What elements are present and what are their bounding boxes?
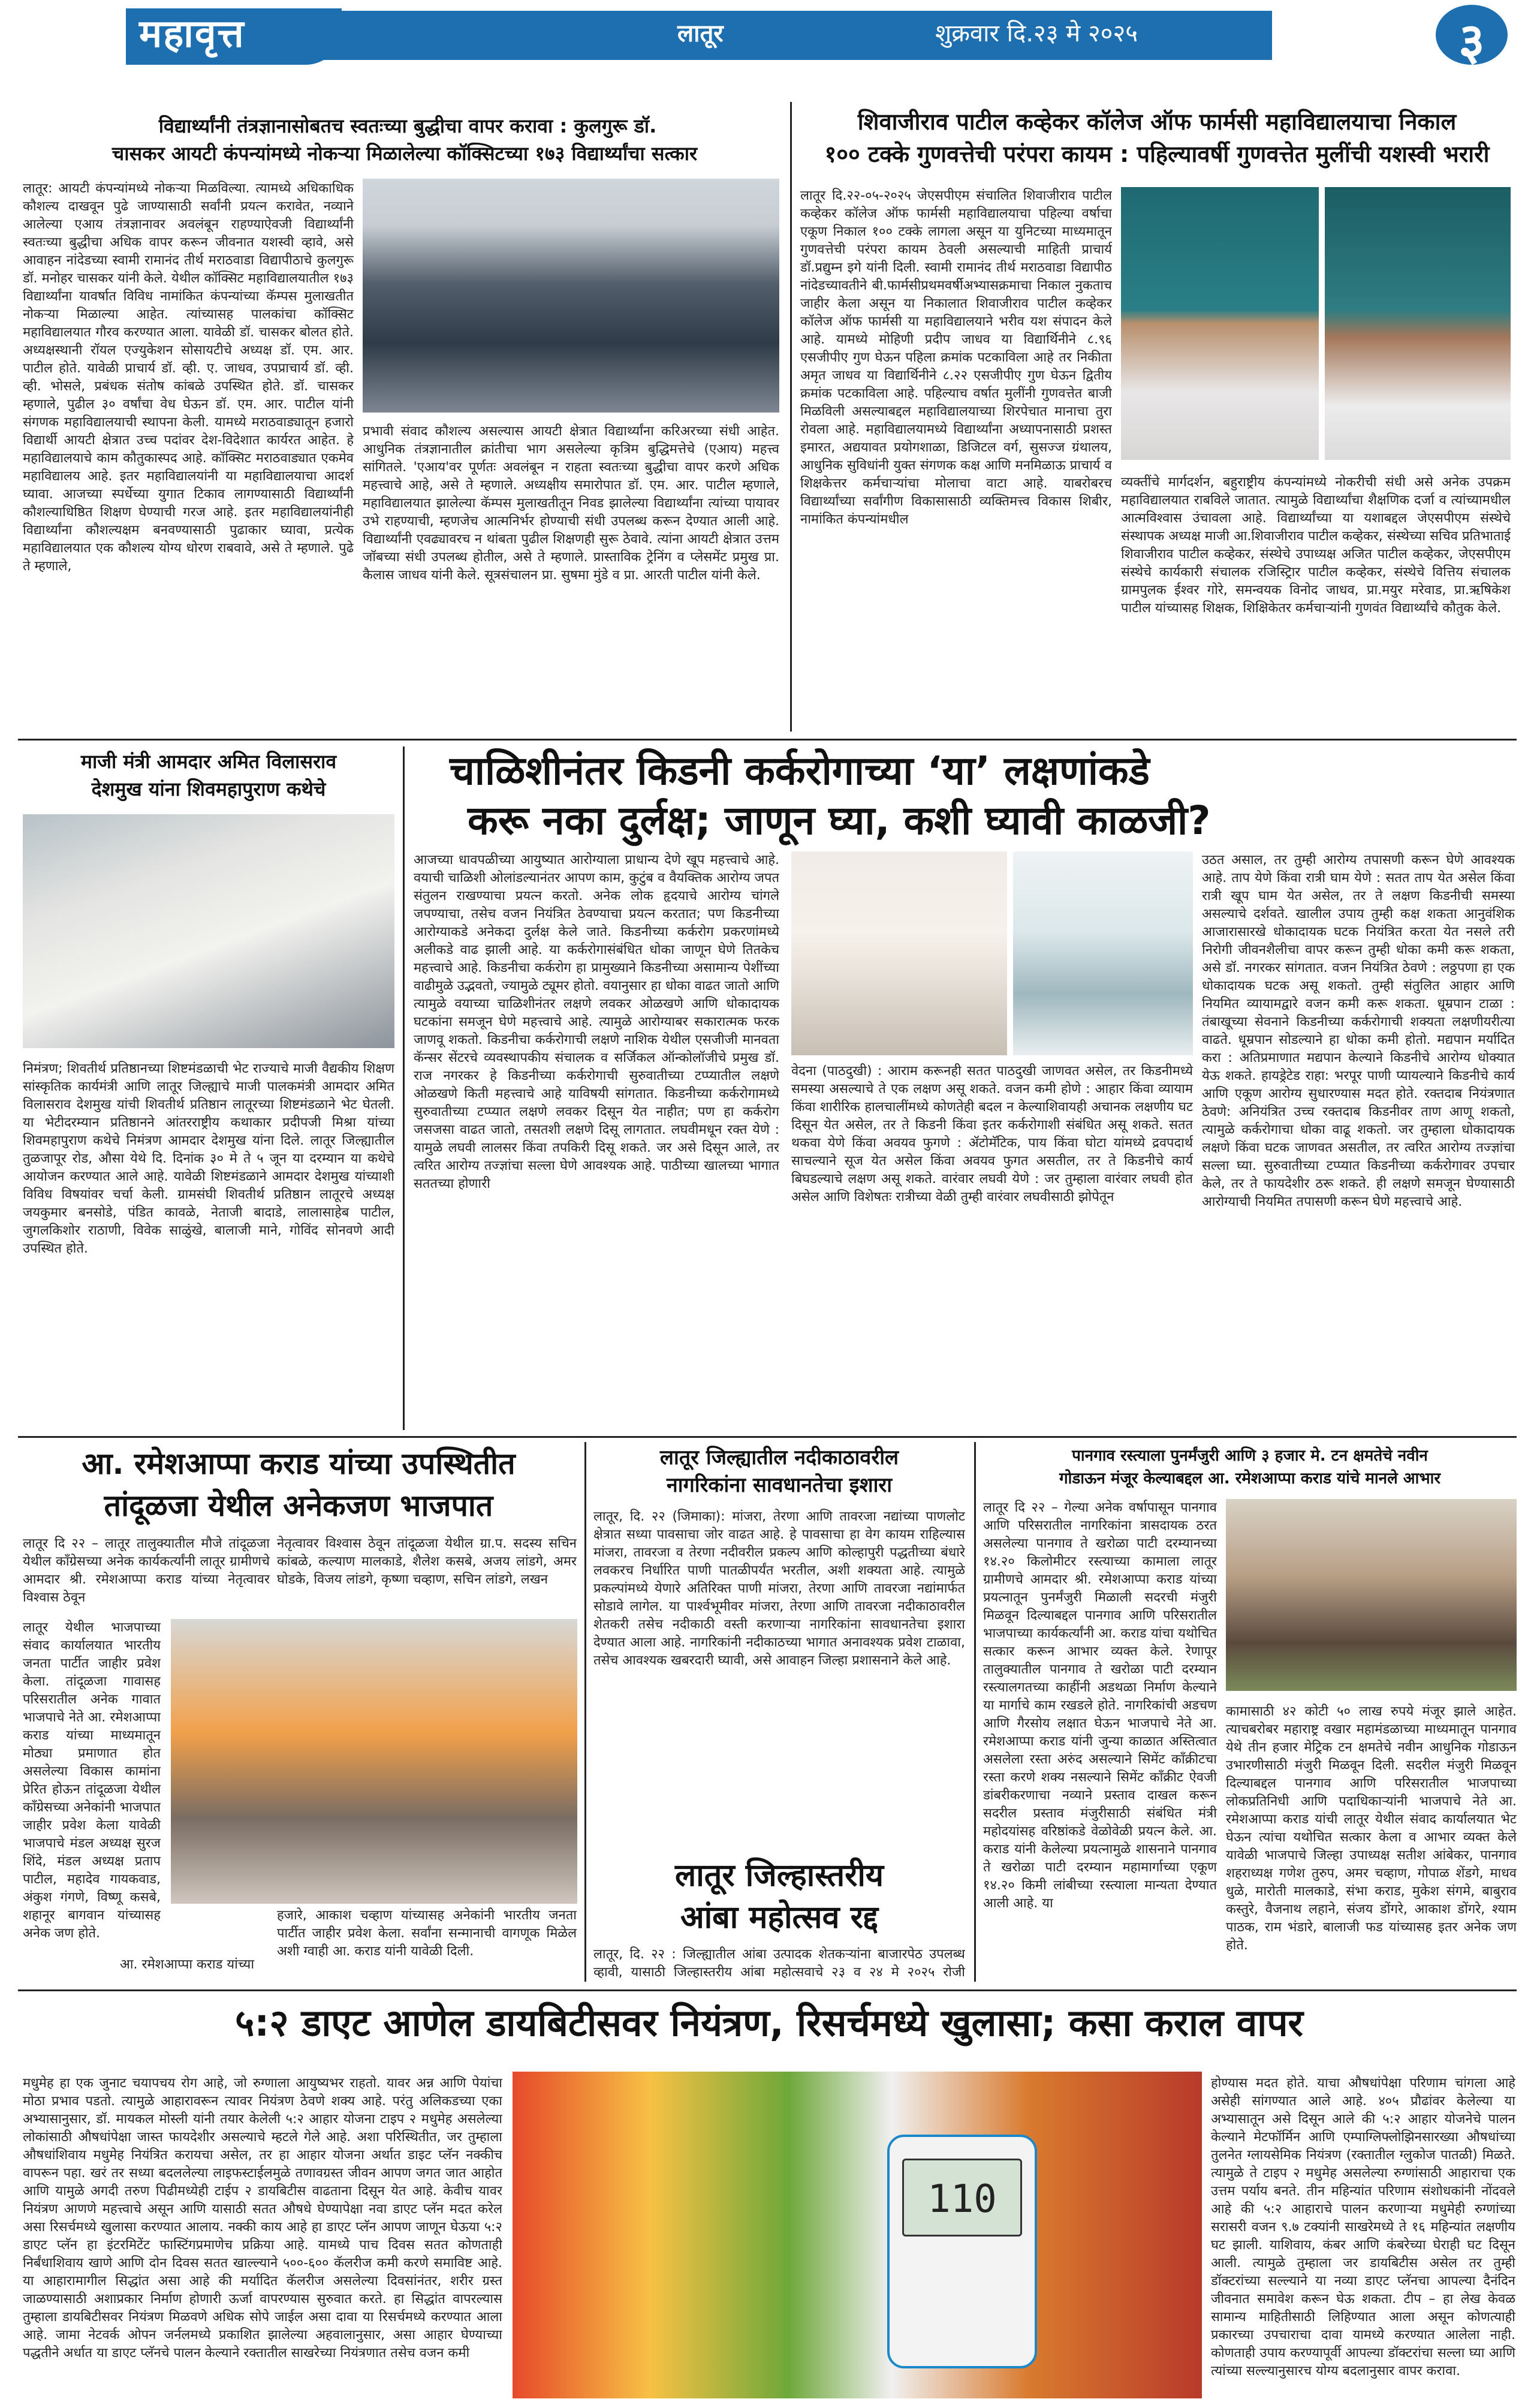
a1-column-1: लातूर: आयटी कंपन्यांमध्ये नोकर्‍या मिळविल्या. त्यामध्ये अधिकाधिक कौशल्य दाखवून पुढे जाण्यासाठी सर्वांनी प्रयत्न करावेत, नव्याने आलेल्या एआय तंत्रज्ञानावर अवलंबून राहण्याऐवजी विद्यार्थ्यांनी स्वतःच्या बुद्धीचा अधिक वापर करून जीवनात यशस्वी व्हावे, असे आवाहन नांदेडच्या स्वामी रामानंद तीर्थ मराठवाडा विद्यापीठाचे कुलगुरू डॉ. मनोहर चासकर यांनी केले. येथील कॉक्सिट महाविद्यालयातील १७३ विद्यार्थ्यांना यावर्षात विविध नामांकित कंपन्यांच्या कॅम्पस मुलाखतीत नोकर्‍या मिळाल्या आहेत. त्यांच्यासह पालकांचा कॉक्सिट महाविद्यालयात गौरव करण्यात आला. यावेळी डॉ. चासकर बोलत होते. अध्यक्षस्थानी रॉयल एज्युकेशन सोसायटीचे अध्यक्ष डॉ. एम. आर. पाटील होते. यावेळी प्राचार्य डॉ. व्ही. ए. जाधव, उपप्राचार्य डॉ. व्ही. व्ही. भोसले, प्रबंधक संतोष कांबळे उपस्थित होते. डॉ. चासकर म्हणाले, पुढील ३० वर्षांचा वेध घेऊन डॉ. एम. आर. पाटील यांनी संगणक महाविद्यालयाची स्थापना केली. यामध्ये मराठवाड्यातून हजारो विद्यार्थी आयटी क्षेत्रात उच्च पदांवर देश-विदेशात कार्यरत आहेत. हे महाविद्यालयाचे काम कौतुकास्पद आहे. कॉक्सिट मराठवाड्यात एकमेव महाविद्यालय आहे. इतर महाविद्यालयांनी या महाविद्यालयाचा आदर्श घ्यावा. आजच्या स्पर्धेच्या युगात टिकाव लागण्यासाठी विद्यार्थ्यांनी कौशल्याधिष्ठित शिक्षण घेण्याची गरज आहे. इतर महाविद्यालयांनीही विद्यार्थ्यांना कौशल्यक्षम बनवण्यासाठी पुढाकार घ्यावा, प्रत्येक महाविद्यालयात एक कौशल्य योग्य धोरण राबवावे, असे ते म्हणाले. पुढे ते म्हणाले, [23, 181, 354, 574]
column-divider [584, 1442, 586, 1982]
a8-headline-1: पानगाव रस्त्याला पुनर्मंजुरी आणि ३ हजार मे. टन क्षमतेचे नवीन [1072, 1447, 1428, 1465]
a8-column-2: कामासाठी ४२ कोटी ५० लाख रुपये मंजूर झाले आहेत. त्याचबरोबर महाराष्ट्र वखार महामंडळाच्या माध्यमातून पानगाव येथे तीन हजार मेट्रिक टन क्षमतेचे नवीन आधुनिक गोडाऊन उभारणीसाठी मंजुरी मिळवून दिली. सदरील मंजुरी मिळवून दिल्याबद्दल पानगाव आणि परिसरातील भाजपाच्या लोकप्रतिनिधी आणि पदाधिकाऱ्यांनी भाजपाचे नेते आ. रमेशआप्पा कराड यांची लातूर येथील संवाद कार्यालयात भेट घेऊन त्यांचा यथोचित सत्कार केला व आभार व्यक्त केले यावेळी भाजपाचे जिल्हा उपाध्यक्ष सतीश आंबेकर, पानगाव शहराध्यक्ष गणेश तुरुप, अमर चव्हाण, गोपाळ शेंडगे, माधव धुळे, मारोती मालकाडे, संभा कराड, मुकेश संगमे, बाबुराव कस्तुरे, वैजनाथ लहाने, संजय डोंगरे, आकाश डोंगरे, श्याम पाठक, राम भंडारे, बालाजी फड यांच्यासह इतर अनेक जण होते. [1226, 1704, 1517, 1953]
a6-body: लातूर, दि. २२ (जिमाका): मांजरा, तेरणा आणि तावरजा नद्यांच्या पाणलोट क्षेत्रात सध्या पावसाचा जोर वाढत आहे. हे पावसाचा हा वेग कायम राहिल्यास मांजरा, तावरजा व तेरणा नदीवरील प्रकल्प आणि कोल्हापुरी पद्धतीच्या बंधारे लवकरच निर्धारित पाणी पातळीपर्यंत भरतील, अशी शक्यता आहे. त्यामुळे प्रकल्पांमध्ये येणारे अतिरिक्त पाणी मांजरा, तेरणा आणि तावरजा नद्यांमार्फत सोडावे लागेल. या पार्श्वभूमीवर मांजरा, तेरणा आणि तावरजा नदीकाठावरील शेतकरी तसेच नदीकाठी वस्ती करणाऱ्या नागरिकांना सावधानतेचा इशारा देण्यात आला आहे. नागरिकांनी नदीकाठच्या भागात अनावश्यक प्रवेश टाळावा, तसेच आवश्यक खबरदारी घ्यावी, असे आवाहन जिल्हा प्रशासनाने केले आहे. [593, 1509, 965, 1668]
a4-headline-2: करू नका दुर्लक्ष; जाणून घ्या, कशी घ्यावी काळजी? [468, 797, 1211, 844]
a5-left-column: लातूर येथील भाजपाच्या संवाद कार्यालयात भारतीय जनता पार्टीत जाहीर प्रवेश केला. तांदूळजा गावासह परिसरातील अनेक गावात भाजपाचे नेते आ. रमेशआप्पा कराड यांच्या माध्यमातून मोठ्या प्रमाणात होत असलेल्या विकास कामांना प्रेरित होऊन तांदूळजा येथील काँग्रेसच्या अनेकांनी भाजपात जाहीर प्रवेश केला यावेळी भाजपाचे मंडल अध्यक्ष सुरज शिंदे, मंडल अध्यक्ष प्रताप पाटील, महादेव गायकवाड, अंकुश गंगणे, विष्णू कसबे, शहानूर बागवान यांच्यासह अनेक जण होते. [23, 1620, 161, 1941]
a5-intro-2: नेतृत्वावर विश्वास ठेवून तांदूळजा येथील ग्रा.प. सदस्य सचिन कांबळे, कल्याण मालकाडे, शैलेश कसबे, अजय लांडगे, अमर घोडके, विजय लांडगे, कृष्णा चव्हाण, सचिन लांडगे, लखन [277, 1536, 577, 1587]
a2-headline-1: शिवाजीराव पाटील कव्हेकर कॉलेज ऑफ फार्मसी महाविद्यालयाचा निकाल [857, 109, 1457, 135]
a3-headline-2: देशमुख यांना शिवमहापुराण कथेचे [91, 778, 326, 800]
a9-column-1: मधुमेह हा एक जुनाट चयापचय रोग आहे, जो रुग्णाला आयुष्यभर राहतो. यावर अन्न आणि पेयांचा मोठा प्रभाव पडतो. त्यामुळे आहारावरून त्यावर नियंत्रण ठेवणे शक्य आहे. परंतु अलिकडच्या एका अभ्यासानुसार, डॉ. मायकल मोस्ली यांनी तयार केलेली ५:२ आहार योजना टाइप २ मधुमेह असलेल्या लोकांसाठी औषधांपेक्षा जास्त फायदेशीर असल्याचे म्हटले गेले आहे. अशा परिस्थितीत, जर तुम्हाला औषधांशिवाय मधुमेह नियंत्रित करायचा असेल, तर हा आहार योजना अर्थात डाइट प्लॅन नक्कीच वापरून पहा. खरं तर सध्या बदललेल्या लाइफस्टाईलमुळे तणावग्रस्त जीवन आपण जगत जात आहोत आणि यामुळे अगदी तरुण पिढीमध्येही टाईप २ डायबिटीस वाढताना दिसून येत आहे. केवीच यावर नियंत्रण आणणे महत्त्वाचे असून आणि यासाठी सतत औषधे घेण्यापेक्षा नवा डाएट प्लॅन मदत करेल असा रिसर्चमध्ये खुलासा करण्यात आलाय. नक्की काय आहे हा डाएट प्लॅन आपण जाणून घेऊया ५:२ डाएट प्लॅन हा इंटरमिटेंट फास्टिंगप्रमाणेच प्रक्रिया आहे. यामध्ये पाच दिवस सतत कोणताही निर्बंधाशिवाय खाणे आणि दोन दिवस सतत खाल्ल्याने ५००-६०० कॅलरीज कमी करणे समाविष्ट आहे. या आहारामागील सिद्धांत असा आहे की मर्यादित कॅलरीज असलेल्या दिवसांनंतर, शरीर ग्रस्त जाळण्यासाठी अशाप्रकार निर्माण होणारी ऊर्जा वापरण्यास सुरुवात करते. हा सिद्धांत वापरल्यास तुम्हाला डायबिटीसवर नियंत्रण मिळवणे अधिक सोपे जाईल असा दावा या रिसर्चमध्ये करण्यात आला आहे. जामा नेटवर्क ओपन जर्नलमध्ये प्रकाशित झालेल्या अहवालानुसार, असा आहार घेण्याच्या पद्धतीने अर्धात या डाएट प्लॅनचे पालन केल्याने रक्तातील साखरेच्या नियंत्रणात तसेच वजन कमी [23, 2076, 502, 2361]
a4-photo-doctor-kidney-model [1013, 851, 1193, 1055]
a1-photo-felicitation-group [363, 179, 779, 413]
column-divider [403, 747, 405, 1430]
a2-headline-2: १०० टक्के गुणवत्तेची परंपरा कायम : पहिल्यावर्षी गुणवत्तेत मुलींची यशस्वी भरारी [824, 141, 1490, 167]
a8-photo-felicitation [1226, 1499, 1517, 1691]
a7-headline-1: लातूर जिल्हास्तरीय [674, 1857, 884, 1894]
a2-photo-student-mohini [1121, 187, 1319, 460]
a5-bottom-right: हजारे, आकाश चव्हाण यांच्यासह अनेकांनी भारतीय जनता पार्टीत जाहीर प्रवेश केला. सर्वांना सन्मानाची वागणूक मिळेल अशी ग्वाही आ. कराड यांनी यावेळी दिली. [277, 1908, 577, 1959]
newspaper-title: महावृत्त [139, 11, 245, 56]
a4-column-2: वेदना (पाठदुखी) : आराम करूनही सतत पाठदुखी जाणवत असेल, तर किडनीमध्ये समस्या असल्याचे ते एक लक्षण असू शकते. वजन कमी होणे : आहार किंवा व्यायाम किंवा शारीरिक हालचालींमध्ये कोणतेही बदल न केल्याशिवायही अचानक लक्षणीय घट दिसून येत असेल, तर ते किडनी किंवा इतर कर्करोगाशी संबंधित असू शकते. सतत थकवा येणे किंवा अवयव फुगणे : ॲटोमॅटिक, पाय किंवा घोटा यांमध्ये द्रवपदार्थ साचल्याने सूज येत असेल किंवा अवयव फुगत असतील, तर ते किडनीचे कार्य बिघडल्याचे लक्षण असू शकते. वारंवार लघवी येणे : जर तुम्हाला वारंवार लघवी होत असेल आणि विशेषतः रात्रीच्या वेळी तुम्ही वारंवार लघवीसाठी झोपेतून [791, 1064, 1193, 1205]
a5-headline-2: तांदूळजा येथील अनेकजण भाजपात [104, 1488, 493, 1523]
page-number: ३ [1436, 5, 1508, 65]
a7-body: लातूर, दि. २२ : जिल्ह्यातील आंबा उत्पादक शेतकऱ्यांना बाजारपेठ उपलब्ध व्हावी, यासाठी जिल्हास्तरीय आंबा महोत्सवाचे २३ व २४ मे २०२५ रोजी [593, 1947, 965, 1980]
a2-column-1: लातूर दि.२२-०५-२०२५ जेएसपीएम संचालित शिवाजीराव पाटील कव्हेकर कॉलेज ऑफ फार्मसी महाविद्यालयाचा पहिल्या वर्षाचा एकूण निकाल १०० टक्के लागला असून या युनिटच्या माध्यमातून गुणवत्तेची परंपरा कायम ठेवली असल्याची माहिती प्राचार्य डॉ.प्रद्युम्न इगे यांनी दिली. स्वामी रामानंद तीर्थ मराठवाडा विद्यापीठ नांदेडच्यावतीने बी.फार्मसीप्रथमवर्षीअभ्यासक्रमाचा निकाल नुकताच जाहीर केला असून या निकालात शिवाजीराव पाटील कव्हेकर कॉलेज ऑफ फार्मसी या महाविद्यालयाने भरीव यश संपादन केले आहे. यामध्ये मोहिणी प्रदीप जाधव या विद्यार्थिनीने ८.९६ एसजीपीए गुण घेऊन पहिला क्रमांक पटकाविला आहे तर निकीता अमृत जाधव या विद्यार्थिनीने ८.२२ एसजीपीए गुण घेऊन द्वितीय क्रमांक पटकाविला आहे. पहिल्याच वर्षात मुलींनी गुणवत्तेत बाजी मिळविली असल्याबद्दल महाविद्यालयाच्या शिरपेचात मानाचा तुरा रोवला आहे. महाविद्यालयामध्ये विद्यार्थ्यांना अध्यापनासाठी प्रशस्त इमारत, अद्ययावत प्रयोगशाळा, डिजिटल वर्ग, सुसज्ज ग्रंथालय, आधुनिक सुविधांनी युक्त संगणक कक्ष आणि मनमिळाऊ प्राचार्य व शिक्षकेत्तर कर्मचार्‍यांचा मोलाचा वाटा आहे. याबरोबरच विद्यार्थ्यांच्या सर्वांगीण विकासासाठी व्यक्तिमत्त्व विकास शिबीर, नामांकित कंपन्यांमधील [800, 188, 1112, 527]
a6-headline-1: लातूर जिल्ह्यातील नदीकाठावरील [659, 1446, 899, 1470]
a6-headline-2: नागरिकांना सावधानतेचा इशारा [666, 1473, 893, 1497]
a3-photo-delegation-meeting [23, 814, 394, 1048]
a5-photo-party-induction [171, 1619, 577, 1904]
column-divider [974, 1442, 976, 1982]
a9-glucose-meter-reading: 110 [902, 2159, 1022, 2237]
a2-column-2: व्यक्तींचे मार्गदर्शन, बहुराष्ट्रीय कंपन्यांमध्ये नोकरीची संधी असे अनेक उपक्रम महाविद्यालयात राबविले जातात. त्यामुळे विद्यार्थ्यांचा शैक्षणिक दर्जा व त्यांच्यामधील आत्मविश्वास उंचावला आहे. विद्यार्थ्यांच्या या यशाबद्दल जेएसपीएम संस्थेचे संस्थापक अध्यक्ष माजी आ.शिवाजीराव पाटील कव्हेकर, संस्थेच्या सचिव प्रतिभाताई शिवाजीराव पाटील कव्हेकर, संस्थेचे उपाध्यक्ष अजित पाटील कव्हेकर, जेएसपीएम संस्थेचे कार्यकारी संचालक रजिस्ट्रिार पाटील कव्हेकर, संस्थेचे वित्तिय संचालक ग्रामपुलक ईश्वर गोरे, समन्वयक विनोद जाधव, प्रा.मयुर मरेवाड, प्रा.ऋषिकेश पाटील यांच्यासह शिक्षक, शिक्षिकेतर कर्मचार्‍यांनी गुणवंत विद्यार्थ्यांचे कौतुक केले. [1121, 475, 1511, 616]
a4-column-3: उठत असाल, तर तुम्ही आरोग्य तपासणी करून घेणे आवश्यक आहे. ताप येणे किंवा रात्री घाम येणे : सतत ताप येत असेल किंवा रात्री खूप घाम येत असेल, तर ते लक्षण किडनीची समस्या असल्याचे दर्शवते. खालील उपाय तुम्ही कक्ष शकता आनुवंशिक आजारासारखे धोकादायक घटक नियंत्रित करता येत नसले तरी निरोगी जीवनशैलीचा वापर करून तुम्ही धोका कमी करू शकता, असे डॉ. नगरकर सांगतात. वजन नियंत्रित ठेवणे : लठ्ठपणा हा एक धोकादायक घटक असू शकतो. तुम्ही संतुलित आहार आणि नियमित व्यायामद्वारे वजन कमी करू शकता. धूम्रपान टाळा : तंबाखूच्या सेवनाने किडनीच्या कर्करोगाची शक्यता लक्षणीयरीत्या वाढते. धूम्रपान सोडल्याने हा धोका कमी होतो. मद्यपान मर्यादित करा : अतिप्रमाणात मद्यपान केल्याने किडनीचे आरोग्य धोक्यात येऊ शकते. हायड्रेटेड राहा: भरपूर पाणी प्यायल्याने किडनीचे कार्य आणि एकूण आरोग्य सुधारण्यास मदत होते. रक्तदाब नियंत्रणात ठेवणे: अनियंत्रित उच्च रक्तदाब किडनीवर ताण आणू शकतो, त्यामुळे कर्करोगाचा धोका वाढू शकतो. जर तुम्हाला धोकादायक लक्षणे किंवा घटक जाणवत असतील, तर त्वरित आरोग्य तज्ज्ञांचा सल्ला घ्या. सुरुवातीच्या टप्प्यात किडनीच्या कर्करोगावर उपचार केले, तर ते फायदेशीर ठरू शकते. ही लक्षणे समजून घेण्यासाठी आरोग्याची नियमित तपासणी करून घेणे महत्त्वाचे आहे. [1202, 853, 1515, 1209]
a2-photo-student-nikita [1325, 187, 1511, 460]
column-divider [790, 102, 792, 732]
a1-headline-2: चासकर आयटी कंपन्यांमध्ये नोकर्‍या मिळालेल्या कॉक्सिटच्या १७३ विद्यार्थ्यांचा सत्कार [111, 142, 698, 165]
a1-column-2: प्रभावी संवाद कौशल्य असल्यास आयटी क्षेत्रात विद्यार्थ्यांना करिअरच्या संधी आहेत. आधुनिक तंत्रज्ञानातील क्रांतीचा भाग असलेल्या कृत्रिम बुद्धिमत्तेचे (एआय) महत्त्व सांगितले. 'एआय'वर पूर्णतः अवलंबून न राहता स्वतःच्या बुद्धीचा वापर करणे अधिक महत्त्वाचे आहे, असे ते म्हणाले. अध्यक्षीय समारोपात डॉ. एम. आर. पाटील म्हणाले, महाविद्यालयात झालेल्या कॅम्पस मुलाखतीतून निवड झालेल्या विद्यार्थ्यांना त्यांच्या पायावर उभे राहण्याची, म्हणजेच आत्मनिर्भर होण्याची संधी उपलब्ध करून देण्यात आली आहे. विद्यार्थ्यांनी एवढ्यावरच न थांबता पुढील शिक्षणही सुरू ठेवावे. त्यांना आयटी क्षेत्रात उत्तम जॉबच्या संधी उपलब्ध होतील, असे ते म्हणाले. प्रास्ताविक ट्रेनिंग व प्लेसमेंट प्रमुख प्रा. कैलास जाधव यांनी केले. सूत्रसंचालन प्रा. सुषमा मुंडे व प्रा. आरती पाटील यांनी केले. [363, 424, 779, 583]
a7-headline-2: आंबा महोत्सव रद्द [680, 1899, 879, 1936]
a5-intro: लातूर दि २२ – लातूर तालुक्यातील मौजे तांदूळजा येथील काँग्रेसच्या अनेक कार्यकर्त्यांनी लातूर ग्रामीणचे आमदार श्री. रमेशआप्पा कराड यांच्या नेतृत्वावर विश्वास ठेवून [23, 1536, 270, 1605]
section-divider [18, 739, 1517, 741]
a4-headline-1: चाळिशीनंतर किडनी कर्करोगाच्या ‘या’ लक्षणांकडे [450, 748, 1150, 794]
a3-body: निमंत्रण; शिवतीर्थ प्रतिष्ठानच्या शिष्टमंडळाची भेट राज्याचे माजी वैद्यकीय शिक्षण सांस्कृतिक कार्यमंत्री आणि लातूर जिल्ह्याचे माजी पालकमंत्री आमदार अमित विलासराव देशमुख यांची शिवतीर्थ प्रतिष्ठान लातूरच्या शिष्टमंडळाने भेट घेतली. या भेटीदरम्यान प्रतिष्ठानने आंतरराष्ट्रीय कथाकार प्रदीपजी मिश्रा यांच्या शिवमहापुराण कथेचे निमंत्रण आमदार देशमुख यांना दिले. लातूर जिल्ह्यातील तुळजापूर रोड, औसा येथे दि. दिनांक ३० मे ते ५ जून या दरम्यान या कथेचे आयोजन करण्यात आले आहे. यावेळी शिष्टमंडळाने आमदार देशमुख यांच्याशी विविध विषयांवर चर्चा केली. ग्रामसंघी शिवतीर्थ प्रतिष्ठान लातूरचे अध्यक्ष जयकुमार बनसोडे, पंडित कावळे, नेताजी बादाडे, लालासाहेब पाटील, जुगलकिशोर राठाणी, विवेक साळुंखे, बालाजी माने, गोविंद सोनवणे आदी उपस्थित होते. [23, 1061, 394, 1256]
section-divider [18, 1436, 1517, 1438]
a9-headline: ५:२ डाएट आणेल डायबिटीसवर नियंत्रण, रिसर्चमध्ये खुलासा; कसा कराल वापर [235, 2001, 1303, 2045]
a9-column-2: होण्यास मदत होते. याचा औषधांपेक्षा परिणाम चांगला आहे असेही सांगण्यात आले आहे. ४०५ प्रौढांवर केलेल्या या अभ्यासातून असे दिसून आले की ५:२ आहार योजनेचे पालन केल्याने मेटफॉर्मिन आणि एम्पाग्लिफ्लोझिनसारख्या औषधांच्या तुलनेत ग्लायसेमिक नियंत्रण (रक्तातील ग्लुकोज पातळी) मिळते. त्यामुळे ते टाइप २ मधुमेह असलेल्या रुग्णांसाठी आहाराचा एक उत्तम पर्याय बनते. तीन महिन्यांत परिणाम संशोधकांनी नोंदवले आहे की ५:२ आहाराचे पालन करणाऱ्या मधुमेही रुग्णांच्या सरासरी वजन ९.७ टक्यांनी साखरेमध्ये ते १६ महिन्यांत लक्षणीय घट झाली. याशिवाय, कंबर आणि कंबरेच्या घेराही घट दिसून आली. त्यामुळे तुम्हाला जर डायबिटीस असेल तर तुम्ही डॉक्टरांच्या सल्ल्याने या नव्या डाएट प्लॅनचा आपल्या दैनंदिन जीवनात समावेश करून घेऊ शकता. टीप – हा लेख केवळ सामान्य माहितीसाठी लिहिण्यात आला असून कोणत्याही प्रकारच्या उपचाराचा दावा यामध्ये करण्यात आलेला नाही. कोणताही उपाय करण्यापूर्वी आपल्या डॉक्टरांचा सल्ला घ्या आणि त्यांच्या सल्ल्यानुसारच योग्य बदलानुसार वापर करावा. [1211, 2076, 1515, 2379]
a8-column-1: लातूर दि २२ – गेल्या अनेक वर्षापासून पानगाव आणि परिसरातील नागरिकांना त्रासदायक ठरत असलेल्या पानगाव ते खरोळा पाटी दरम्यानच्या १४.२० किलोमीटर रस्त्याच्या कामाला लातूर ग्रामीणचे आमदार श्री. रमेशआप्पा कराड यांच्या प्रयत्नातून पुनर्मंजुरी मिळाली सदरची मंजुरी मिळवून दिल्याबद्दल पानगाव आणि परिसरातील भाजपाच्या कार्यकर्त्यांनी आ. कराड यांचा यथोचित सत्कार करून आभार व्यक्त केले. रेणापूर तालुक्यातील पानगाव ते खरोळा पाटी दरम्यान रस्त्यालगतच्या काहींनी अडथळा निर्माण केल्याने या मार्गाचे काम रखडले होते. नागरिकांची अडचण आणि गैरसोय लक्षात घेऊन भाजपाचे नेते आ. रमेशआप्पा कराड यांनी जुन्या काळात अस्तित्वात असलेला रस्ता अरुंद असल्याने सिमेंट काँक्रीटचा रस्ता करणे शक्य नसल्याने सिमेंट काँक्रीट ऐवजी डांबरीकरणाचा नव्याने प्रस्ताव दाखल करून सदरील प्रस्ताव मंजुरीसाठी संबंधित मंत्री महोदयांसह वरिष्ठांकडे वेळोवेळी प्रयत्न केले. आ. कराड यांनी केलेल्या प्रयत्नामुळे शासनाने पानगाव ते खरोळा पाटी दरम्यान महामार्गाच्या एकूण १४.२० किमी लांबीच्या रस्त्याला मान्यता देण्यात आली आहे. या [983, 1500, 1217, 1911]
section-divider [18, 1989, 1517, 1991]
a3-headline-1: माजी मंत्री आमदार अमित विलासराव [80, 750, 337, 773]
edition-city: लातूर [677, 20, 724, 47]
a5-headline-1: आ. रमेशआप्पा कराड यांच्या उपस्थितीत [82, 1446, 516, 1481]
edition-date: शुक्रवार दि.२३ मे २०२५ [935, 20, 1138, 47]
a4-column-1: आजच्या धावपळीच्या आयुष्यात आरोग्याला प्राधान्य देणे खूप महत्त्वाचे आहे. वयाची चाळिशी ओलांडल्यानंतर आपण काम, कुटुंब व वैयक्तिक आरोग्य जपत संतुलन राखण्याचा प्रयत्न करतो. अनेक लोक हृदयाचे आरोग्य चांगले जपण्याचा, तसेच वजन नियंत्रित ठेवण्याचा प्रयत्न करतात; पण किडनीच्या आरोग्याकडे अनेकदा दुर्लक्ष केले जाते. किडनीच्या कर्करोग प्रकरणांमध्ये अलीकडे वाढ झाली आहे. या कर्करोगासंबंधित धोका जाणून घेणे तितकेच महत्त्वाचे आहे. किडनीचा कर्करोग हा प्रामुख्याने किडनीच्या असामान्य पेशींच्या वाढीमुळे उद्भवतो, ज्यामुळे ट्यूमर होतो. वयानुसार हा धोका वाढत जातो आणि त्यामुळे वयाच्या चाळिशीनंतर लक्षणे लवकर ओळखणे आणि धोकादायक घटकांना समजून घेणे महत्त्वाचे आहे. त्यामुळे आरोग्याबर सकारात्मक फरक जाणवू शकतो. किडनीचा कर्करोगाची लक्षणे नाशिक येथील एसजीजी मानवता कॅन्सर सेंटरचे व्यवस्थापकीय संचालक व सर्जिकल ऑन्कोलॉजीचे प्रमुख डॉ. राज नगरकर हे किडनीच्या कर्करोगाची सुरुवातीच्या टप्प्यातील लक्षणे ओळखणे किती महत्त्वाचे आहे याविषयी सांगतात. किडनीच्या कर्करोगामध्ये सुरुवातीच्या टप्प्यात लक्षणे लवकर दिसून येत नाहीत; पण हा कर्करोग जसजसा वाढत जातो, तसतशी लक्षणे दिसू लागतात. लघवीमधून रक्त येणे : यामुळे लघवी लालसर किंवा तपकिरी दिसू शकते. जर असे दिसून आले, तर त्वरित आरोग्य तज्ज्ञांचा सल्ला घेणे आवश्यक आहे. पाठीच्या खालच्या भागात सततच्या होणारी [414, 853, 779, 1191]
a1-headline-1: विद्यार्थ्यांनी तंत्रज्ञानासोबतच स्वतःच्या बुद्धीचा वापर करावा : कुलगुरू डॉ. [158, 115, 657, 137]
a5-bottom-left: आ. रमेशआप्पा कराड यांच्या [120, 1957, 255, 1972]
a8-headline-2: गोडाऊन मंजूर केल्याबद्दल आ. रमेशआप्पा कराड यांचे मानले आभार [1059, 1470, 1440, 1488]
a4-photo-back-pain [791, 851, 1007, 1055]
a9-photo-healthy-food [513, 2072, 1202, 2398]
